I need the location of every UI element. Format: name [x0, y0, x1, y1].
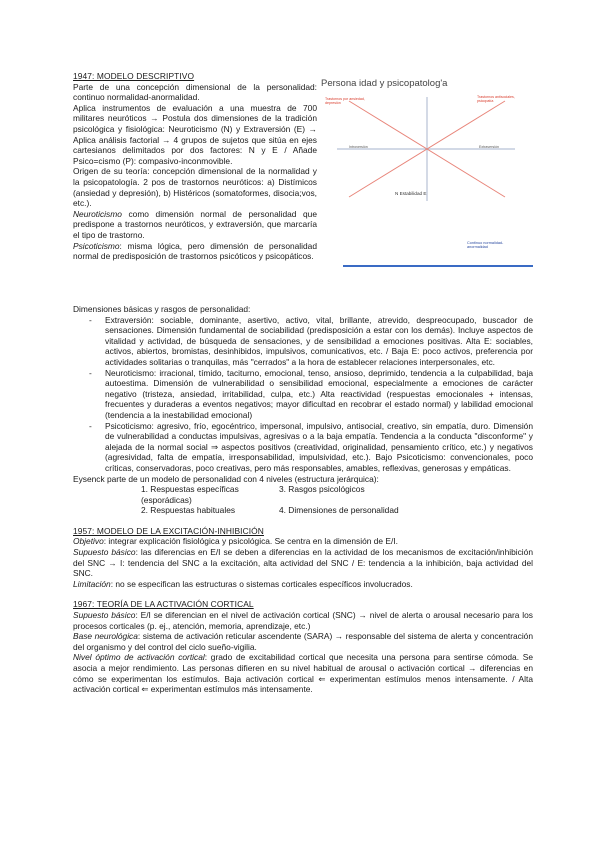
paragraph-text: : sistema de activación reticular ascendente (SARA) → responsable del sistema de alerta y concentración del organismo y del control del ciclo sueño-vigilia.: [73, 631, 533, 652]
label-nw: Trastornos por ansiedad, depresión: [325, 97, 365, 106]
term-neuroticismo: Neuroticismo: [105, 367, 154, 378]
heading-1947: 1947: MODELO DESCRIPTIVO: [73, 71, 195, 81]
level-item: 2. Respuestas habituales: [141, 505, 236, 516]
eysenck-intro: Eysenck parte de un modelo de personalidad con 4 niveles (estructura jerárquica):: [73, 473, 379, 484]
label-bottom: N Estabilidad E: [395, 191, 427, 196]
personality-diagram: [319, 79, 535, 285]
term-supuesto: Supuesto básico: [73, 610, 136, 621]
term-psicoticismo: Psicoticismo: [105, 420, 152, 431]
item-text: : irracional, tímido, taciturno, emocional, tenso, ansioso, deprimido, tendencia a la culpabilidad, baja autoestima. Dimensión de vulnerabilidad o sensibilidad emocional, especialmente a emociones de carácter negativo (tristeza, ansiedad, irritabilidad, culpa, etc.) Alta reactividad (respuestas emocionales + intensas, frecuentes y duraderas a eventos negativos; mayor dificultad en recobrar el estado normal) y labilidad emocional (tendencia a la inestabilidad emocional): [105, 367, 533, 420]
section-1967: [73, 599, 533, 694]
document-page: [73, 71, 533, 695]
term-limitacion: Limitación: [73, 578, 111, 589]
heading-1957: 1957: MODELO DE LA EXCITACIÓN-INHIBICIÓN: [73, 525, 264, 536]
paragraph-text: : integrar explicación fisiológica y psicológica. Se centra en la dimensión de E/I.: [103, 536, 398, 547]
paragraph: Origen de su teoría: concepción dimensional de la normalidad y la psicopatología. 2 pos de trastornos neuróticos: a) Distímicos (ansiedad y depresión), b) Histéricos (somatoformes, disocia;vos, etc.).: [73, 166, 317, 209]
term-base: Base neurológica: [73, 631, 138, 642]
section-1947-intro: [73, 71, 317, 262]
level-item: 3. Rasgos psicológicos: [279, 484, 365, 495]
paragraph: [73, 547, 533, 579]
paragraph: Aplica instrumentos de evaluación a una muestra de 700 militares neuróticos → Postula dos dimensiones de la tradición psicológica y fisiológica: Neuroticismo (N) y Extraversión (E) → Aplica análisis factorial → 4 grupos de sujetos que sitúa en ejes cartesianos delimitados por dos factores: N y E / Añade Psico=cismo (P): compasivo-inconmovible.: [73, 102, 317, 166]
label-west: Introversión: [349, 145, 368, 149]
section-1947-dimensions: [73, 304, 533, 516]
paragraph: Parte de una concepción dimensional de la personalidad: continuo normalidad-anormalidad.: [73, 81, 317, 103]
paragraph: [73, 241, 317, 262]
term-objetivo: Objetivo: [73, 536, 104, 547]
paragraph: [73, 579, 533, 590]
paragraph: [73, 209, 317, 241]
label-ne: Trastornos antisociales, psicopatía: [477, 95, 515, 104]
dimensions-list: [73, 315, 533, 474]
top-section: [73, 71, 533, 317]
levels-list: [73, 484, 533, 516]
level-item: 1. Respuestas específicas (esporádicas): [141, 484, 239, 505]
continuum-note: Continuo normalidad-anormalidad: [467, 241, 504, 250]
level-item: 4. Dimensiones de personalidad: [279, 505, 399, 516]
term-nivel: Nivel óptimo de activación cortical: [73, 652, 205, 663]
paragraph-text: como dimensión normal de personalidad que predispone a trastornos neuróticos, y extraversión, que marcaría el tipo de trastorno.: [73, 208, 317, 240]
paragraph: [73, 536, 533, 547]
paragraph-text: : grado de excitabilidad cortical que necesita una persona para sentirse cómoda. Se asocia a mejor rendimiento. Las personas difieren en su nivel habitual de arousal o activación cortical → diferencias en cómo se experimentan los estímulos. Baja activación cortical ⇐ experimentan estímulos menos intensamente. / Alta activación cortical ⇐ experimentan estímulos más intensamente.: [73, 652, 533, 695]
diagram-title: Persona idad y psicopatolog'a: [321, 78, 448, 89]
list-item: [105, 315, 533, 368]
list-item: [105, 368, 533, 421]
list-item: [105, 421, 533, 474]
paragraph: [73, 652, 533, 694]
term-psicoticismo: Psicoticismo: [73, 240, 120, 251]
label-east: Extraversión: [479, 145, 499, 149]
section-1957: [73, 526, 533, 590]
paragraph-text: : E/I se diferencian en el nivel de activación cortical (SNC) → nivel de alerta o arousal necesario para los procesos corticales (p. ej., atención, memoria, aprendizaje, etc.): [73, 610, 533, 631]
continuum-bar: [343, 263, 533, 269]
dimensions-intro: Dimensiones básicas y rasgos de personalidad:: [73, 304, 251, 314]
term-neuroticismo: Neuroticismo: [73, 208, 122, 219]
paragraph: [73, 610, 533, 631]
paragraph-text: : misma lógica, pero dimensión de personalidad normal de predisposición de trastornos psicóticos y psicopáticos.: [73, 240, 317, 262]
item-text: : sociable, dominante, asertivo, activo, vital, brillante, atrevido, despreocupado, buscador de sensaciones. Dimensión fundamental de sociabilidad (predisposición a estar con los demás). Incluye aspectos de vitalidad y actividad, de búsqueda de sensaciones, y de sensibilidad a emociones positivas. Alta E: sociables, activos, abiertos, bromistas, desinhibidos, impulsivos, comunicativos, etc. / Baja E: poco activos, preferencia por actividades solitarias o tranquilas, más "cerrados" a la hora de establecer relaciones interpersonales, etc.: [105, 314, 533, 367]
paragraph-text: : las diferencias en E/I se deben a diferencias en la actividad de los mecanismos de excitación/inhibición del SNC → I: tendencia del SNC a la excitación, alta actividad del SNC / E: tendencia a la inhibición, baja actividad del SNC.: [73, 547, 533, 579]
item-text: : agresivo, frío, egocéntrico, impersonal, impulsivo, antisocial, creativo, sin empatía, duro. Dimensión de vulnerabilidad a conductas impulsivas, agresivas o a la baja empatía. Tendencia a la conducta "disconforme" y alejada de la normal social ⇒ aspectos positivos (creatividad, originalidad, pensamiento crítico, etc.) y negativos (agresividad, falta de empatía, irresponsabilidad, impulsividad, etc.). Bajo Psicoticismo: convencionales, poco críticas, conservadoras, poco creativas, pero más responsables, amables, reflexivas, generosas y empáticas.: [105, 420, 533, 473]
paragraph: [73, 631, 533, 652]
heading-1967: 1967: TEORÍA DE LA ACTIVACIÓN CORTICAL: [73, 599, 254, 610]
term-extraversion: Extraversión: [105, 314, 152, 325]
term-supuesto: Supuesto básico: [73, 547, 136, 558]
paragraph-text: : no se especifican las estructuras o sistemas corticales específicos involucrados.: [110, 578, 413, 589]
